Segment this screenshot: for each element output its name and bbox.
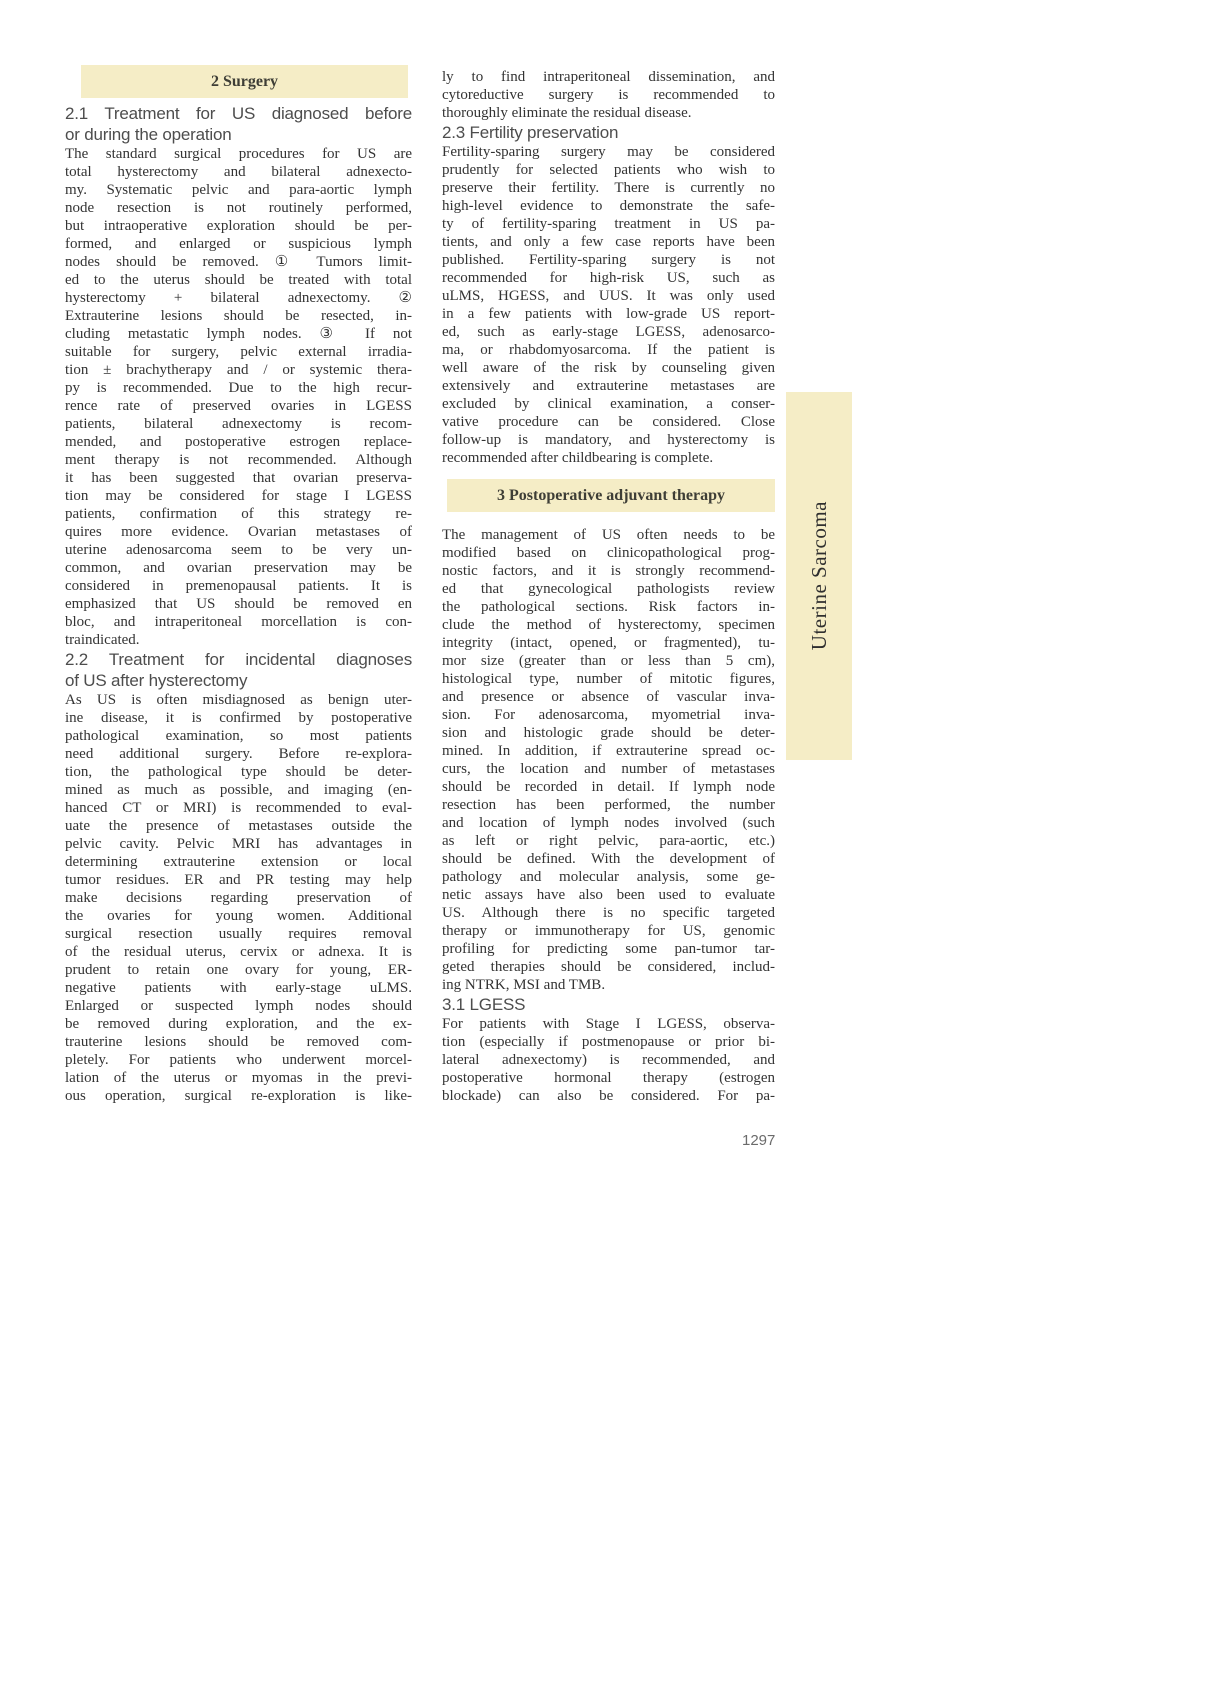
text-line: ine disease, it is confirmed by postoperative: [65, 710, 412, 726]
text-line: quires more evidence. Ovarian metastases of: [65, 524, 412, 540]
text-line: the ovaries for young women. Additional: [65, 908, 412, 924]
text-line: be removed during exploration, and the ex-: [65, 1016, 412, 1032]
text-line: ed, such as early-stage LGESS, adenosarco-: [442, 324, 775, 340]
text-line: clude the method of hysterectomy, specimen: [442, 617, 775, 633]
right-column: [442, 68, 775, 1105]
text-line: prudently for selected patients who wish to: [442, 162, 775, 178]
text-line: profiling for predicting some pan-tumor tar-: [442, 941, 775, 957]
text-line: therapy or immunotherapy for US, genomic: [442, 923, 775, 939]
text-line: or during the operation: [65, 125, 232, 144]
text-line: postoperative hormonal therapy (estrogen: [442, 1070, 775, 1086]
text-line: pletely. For patients who underwent morcel-: [65, 1052, 412, 1068]
text-line: uterine adenosarcoma seem to be very un-: [65, 542, 412, 558]
text-line: ment therapy is not recommended. Although: [65, 452, 412, 468]
text-line: curs, the location and number of metastases: [442, 761, 775, 777]
text-line: my. Systematic pelvic and para-aortic lymph: [65, 182, 412, 198]
text-line: Enlarged or suspected lymph nodes should: [65, 998, 412, 1014]
chapter-side-tab-label: Uterine Sarcoma: [806, 501, 831, 651]
text-line: traindicated.: [65, 632, 140, 648]
text-line: 2.1 Treatment for US diagnosed before: [65, 104, 412, 123]
chapter-side-tab: [786, 392, 852, 760]
text-line: formed, and enlarged or suspicious lymph: [65, 236, 412, 252]
text-line: US. Although there is no specific targeted: [442, 905, 775, 921]
paragraph: [65, 691, 412, 1105]
text-line: rence rate of preserved ovaries in LGESS: [65, 398, 412, 414]
text-line: of US after hysterectomy: [65, 671, 248, 690]
text-line: ed to the uterus should be treated with total: [65, 272, 412, 288]
text-line: Extrauterine lesions should be resected, in-: [65, 308, 412, 324]
text-line: well aware of the risk by counseling given: [442, 360, 775, 376]
subsection-heading: [65, 649, 412, 691]
text-line: vative procedure can be considered. Close: [442, 414, 775, 430]
text-line: 2.3 Fertility preservation: [442, 123, 619, 142]
text-line: Fertility-sparing surgery may be considered: [442, 144, 775, 160]
text-line: ma, or rhabdomyosarcoma. If the patient is: [442, 342, 775, 358]
text-line: patients, confirmation of this strategy re-: [65, 506, 412, 522]
text-line: total hysterectomy and bilateral adnexecto-: [65, 164, 412, 180]
text-line: node resection is not routinely performed,: [65, 200, 412, 216]
text-line: mined. In addition, if extrauterine spread oc-: [442, 743, 775, 759]
left-column: [65, 65, 412, 1105]
paragraph: [442, 526, 775, 994]
text-line: high-level evidence to demonstrate the safe-: [442, 198, 775, 214]
text-line: suitable for surgery, pelvic external irradia-: [65, 344, 412, 360]
text-line: as left or right pelvic, para-aortic, etc.): [442, 833, 775, 849]
text-line: tumor residues. ER and PR testing may help: [65, 872, 412, 888]
subsection-heading: [65, 103, 412, 145]
text-line: For patients with Stage I LGESS, observa-: [442, 1016, 775, 1032]
text-line: modified based on clinicopathological prog-: [442, 545, 775, 561]
text-line: need additional surgery. Before re-explora-: [65, 746, 412, 762]
text-line: follow-up is mandatory, and hysterectomy is: [442, 432, 775, 448]
text-line: surgical resection usually requires removal: [65, 926, 412, 942]
text-line: cytoreductive surgery is recommended to: [442, 87, 775, 103]
text-line: mined as much as possible, and imaging (en-: [65, 782, 412, 798]
subsection-heading: [442, 994, 775, 1015]
text-line: hanced CT or MRI) is recommended to eval-: [65, 800, 412, 816]
section-header: 2 Surgery: [81, 65, 408, 98]
text-line: and presence or absence of vascular inva-: [442, 689, 775, 705]
text-line: uLMS, HGESS, and UUS. It was only used: [442, 288, 775, 304]
text-line: recommended for high-risk US, such as: [442, 270, 775, 286]
text-line: resection has been performed, the number: [442, 797, 775, 813]
paragraph: [442, 1015, 775, 1105]
text-line: it has been suggested that ovarian preserva-: [65, 470, 412, 486]
text-line: extensively and extrauterine metastases are: [442, 378, 775, 394]
text-line: 3.1 LGESS: [442, 995, 526, 1014]
text-line: sion. For adenosarcoma, myometrial inva-: [442, 707, 775, 723]
text-line: common, and ovarian preservation may be: [65, 560, 412, 576]
text-line: py is recommended. Due to the high recur-: [65, 380, 412, 396]
text-line: but intraoperative exploration should be per-: [65, 218, 412, 234]
text-line: tion (especially if postmenopause or prior bi-: [442, 1034, 775, 1050]
text-line: The management of US often needs to be: [442, 527, 775, 543]
text-line: lateral adnexectomy) is recommended, and: [442, 1052, 775, 1068]
subsection-heading: [442, 122, 775, 143]
text-line: recommended after childbearing is complete.: [442, 450, 714, 466]
text-line: bloc, and intraperitoneal morcellation is con-: [65, 614, 412, 630]
text-line: 2.2 Treatment for incidental diagnoses: [65, 650, 412, 669]
text-line: pathological examination, so most patients: [65, 728, 412, 744]
text-line: lation of the uterus or myomas in the previ-: [65, 1070, 412, 1086]
text-line: the pathological sections. Risk factors in-: [442, 599, 775, 615]
text-line: excluded by clinical examination, a conser-: [442, 396, 775, 412]
text-line: in a few patients with low-grade US report-: [442, 306, 775, 322]
text-line: prudent to retain one ovary for young, ER-: [65, 962, 412, 978]
paragraph: [442, 68, 775, 122]
text-line: published. Fertility-sparing surgery is not: [442, 252, 775, 268]
text-line: should be recorded in detail. If lymph node: [442, 779, 775, 795]
text-line: emphasized that US should be removed en: [65, 596, 412, 612]
text-line: histological type, number of mitotic figures,: [442, 671, 775, 687]
text-line: The standard surgical procedures for US are: [65, 146, 412, 162]
text-line: tients, and only a few case reports have been: [442, 234, 775, 250]
text-line: tion, the pathological type should be deter-: [65, 764, 412, 780]
text-line: trauterine lesions should be removed com-: [65, 1034, 412, 1050]
text-line: pelvic cavity. Pelvic MRI has advantages in: [65, 836, 412, 852]
text-line: preserve their fertility. There is currently no: [442, 180, 775, 196]
text-line: ous operation, surgical re-exploration is like-: [65, 1088, 412, 1104]
text-line: nodes should be removed. ① Tumors limit-: [65, 254, 412, 270]
text-line: nostic factors, and it is strongly recommend-: [442, 563, 775, 579]
text-line: ing NTRK, MSI and TMB.: [442, 977, 606, 993]
text-line: ty of fertility-sparing treatment in US pa-: [442, 216, 775, 232]
text-line: blockade) can also be considered. For pa-: [442, 1088, 775, 1104]
text-line: mor size (greater than or less than 5 cm),: [442, 653, 775, 669]
text-line: mended, and postoperative estrogen replace-: [65, 434, 412, 450]
paragraph: [65, 145, 412, 649]
text-line: sion and histologic grade should be deter-: [442, 725, 775, 741]
text-line: pathology and molecular analysis, some ge-: [442, 869, 775, 885]
text-line: negative patients with early-stage uLMS.: [65, 980, 412, 996]
text-line: of the residual uterus, cervix or adnexa. It is: [65, 944, 412, 960]
text-line: considered in premenopausal patients. It is: [65, 578, 412, 594]
text-line: tion may be considered for stage I LGESS: [65, 488, 412, 504]
section-header: 3 Postoperative adjuvant therapy: [447, 479, 775, 512]
text-line: determining extrauterine extension or local: [65, 854, 412, 870]
text-line: netic assays have also been used to evaluate: [442, 887, 775, 903]
text-line: uate the presence of metastases outside the: [65, 818, 412, 834]
text-line: As US is often misdiagnosed as benign uter-: [65, 692, 412, 708]
text-line: tion ± brachytherapy and / or systemic thera-: [65, 362, 412, 378]
text-line: and location of lymph nodes involved (such: [442, 815, 775, 831]
text-line: ed that gynecological pathologists review: [442, 581, 775, 597]
text-line: ly to find intraperitoneal dissemination, and: [442, 69, 775, 85]
text-line: geted therapies should be considered, includ-: [442, 959, 775, 975]
paragraph: [442, 143, 775, 467]
text-line: should be defined. With the development of: [442, 851, 775, 867]
text-line: hysterectomy + bilateral adnexectomy. ②: [65, 290, 412, 306]
text-line: patients, bilateral adnexectomy is recom-: [65, 416, 412, 432]
page-number: 1297: [742, 1132, 776, 1149]
text-line: integrity (intact, opened, or fragmented), tu-: [442, 635, 775, 651]
text-line: cluding metastatic lymph nodes. ③ If not: [65, 326, 412, 342]
text-line: make decisions regarding preservation of: [65, 890, 412, 906]
text-line: thoroughly eliminate the residual disease.: [442, 105, 692, 121]
